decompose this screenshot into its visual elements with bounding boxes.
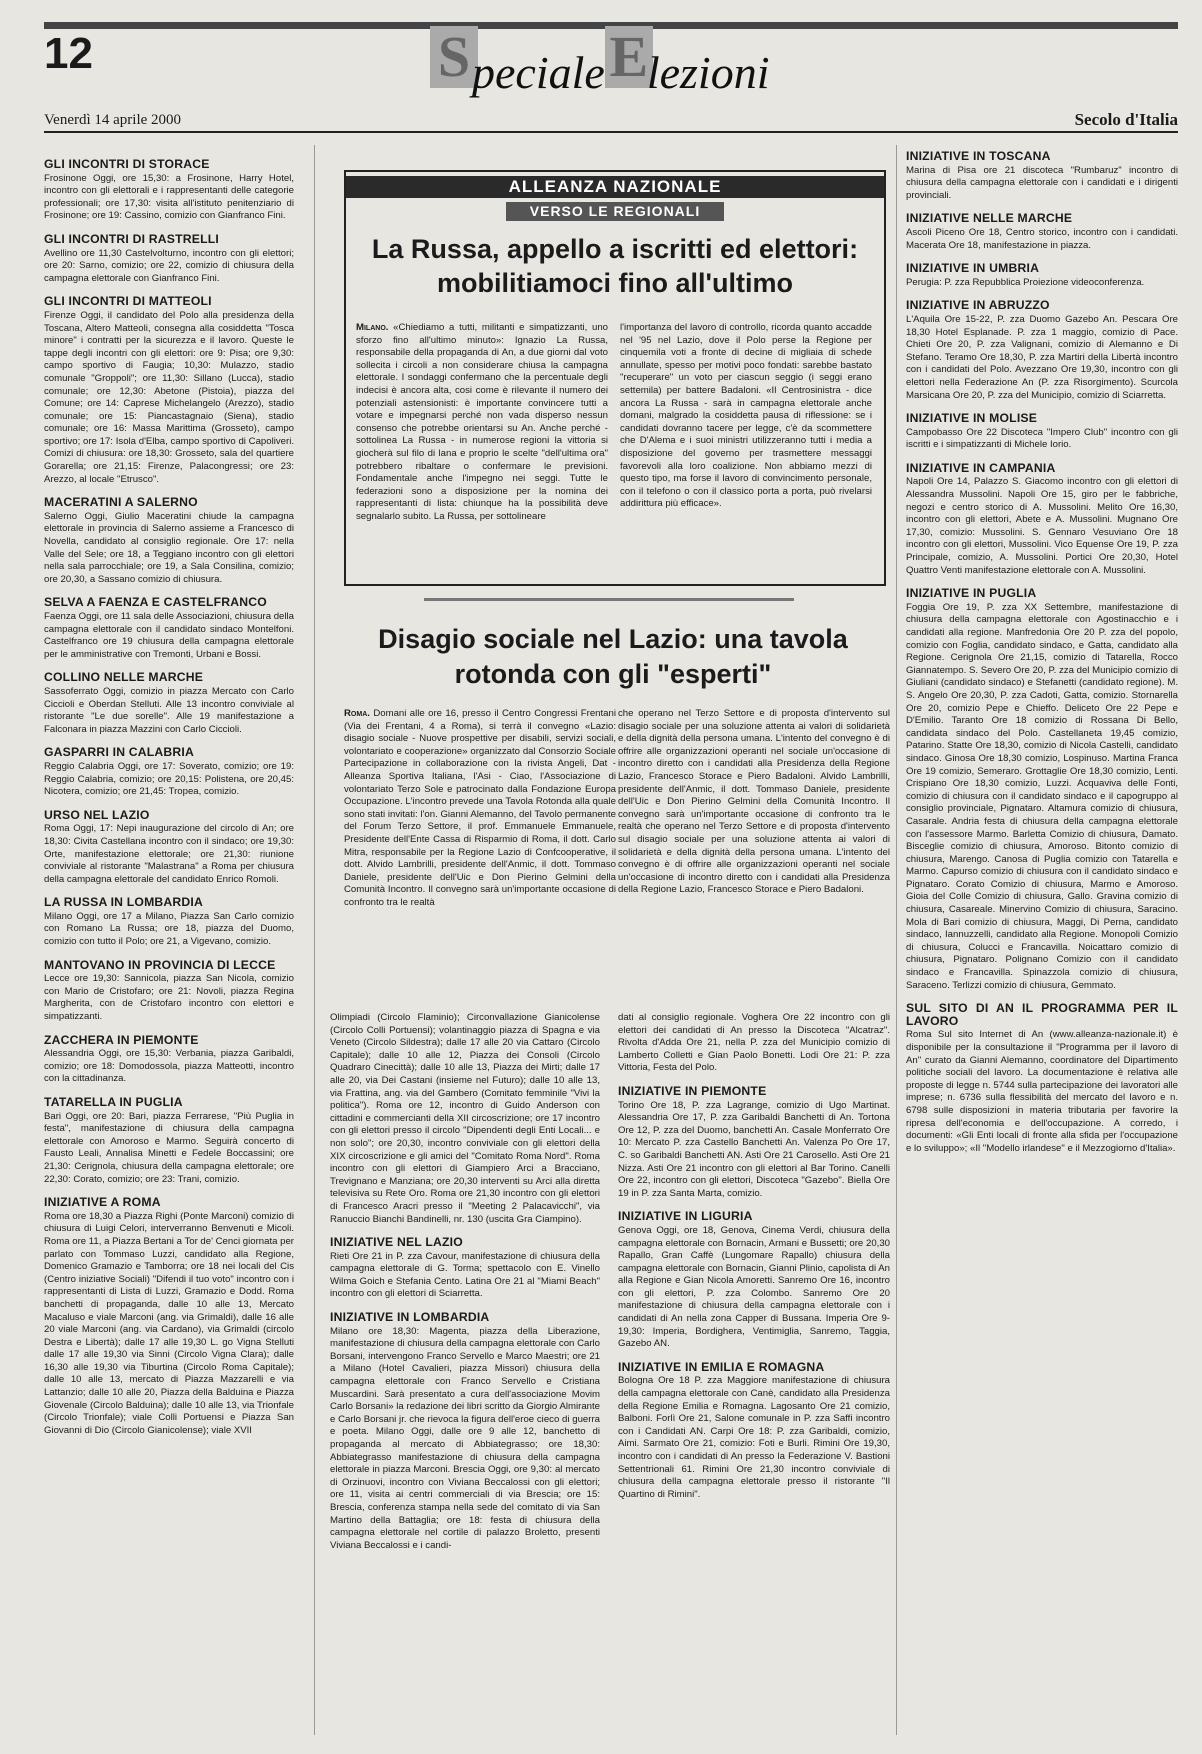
section-heading: INIZIATIVE IN EMILIA E ROMAGNA xyxy=(618,1359,825,1374)
section-text: dati al consiglio regionale. Voghera Ore 22 incontro con gli elettori dei candidati di An presso la Discoteca "Alcatraz". Rivolta d'Adda Ore 21, nella P. zza del Municipio comizio di Lamberto Colletti e Gian Paolo Bonetti. Lodi Ore 21: P. zza Vittoria, Festa del Polo. xyxy=(618,1012,890,1074)
section-heading: INIZIATIVE IN ABRUZZO xyxy=(906,298,1050,313)
section-text: Sassoferrato Oggi, comizio in piazza Mercato con Carlo Ciccioli e Oberdan Stelluti. Alle 13 incontro conviviale al ristorante "Le due sorelle". Alle 19 manifestazione a Falconara in piazza Mazzini con Carlo Ciccioli. xyxy=(44,685,294,735)
section-heading: INIZIATIVE A ROMA xyxy=(44,1195,161,1210)
section-heading: SUL SITO DI AN IL PROGRAMMA PER IL LAVORO xyxy=(906,1001,1178,1028)
section-text: Alessandria Oggi, ore 15,30: Verbania, piazza Garibaldi, comizio; ore 18: Domodossola, piazza Matteotti, incontro con la cittadinanza. xyxy=(44,1048,294,1085)
section-heading: GLI INCONTRI DI RASTRELLI xyxy=(44,231,219,246)
banner-regionali: VERSO LE REGIONALI xyxy=(506,202,724,221)
section-text: Genova Oggi, ore 18, Genova, Cinema Verdi, chiusura della campagna elettorale con Bornacin, Armani e Bussetti; ore 20,30 Rapallo, Gran Caffè (Lungomare Rapallo) chiusura della campagna elettorale con Bornacin, Gianni Plinio, capolista di An alla Regione e Gian Nicola Amoretti. Sanremo Ore 16, incontro con gli elettori, P. zza Colombo. Sanremo Ore 20 manifestazione di chiusura della campagna elettorale con i candidati di An nella zona Capper di Bussana. Imperia Ore 9-19,30: Imperia, Bordighera, Ventimiglia, Sanremo, Taggia, Gazebo AN. xyxy=(618,1224,890,1350)
masthead-initial-e: E xyxy=(605,26,653,88)
section-masthead: SpecialeElezioni xyxy=(430,26,800,116)
section-text: Reggio Calabria Oggi, ore 17: Soverato, comizio; ore 19: Reggio Calabria, comizio; ore 20,15: Polistena, ore 20,45: Nicotera, comizio; ore 21,45: Tropea, comizio. xyxy=(44,760,294,798)
section-heading: INIZIATIVE IN PIEMONTE xyxy=(618,1083,767,1098)
section-text: Avellino ore 11,30 Castelvolturno, incontro con gli elettori; ore 20: Sarno, comizio; ore 22, comizio di chiusura della campagna elettorale con Gianfranco Fini. xyxy=(44,247,294,284)
section-text: Lecce ore 19,30: Sannicola, piazza San Nicola, comizio con Mario de Cristofaro; ore 21: Novoli, piazza Regina Margherita, con de Cristofaro incontro con elettori e simpatizzanti. xyxy=(44,973,294,1023)
section-heading: INIZIATIVE IN UMBRIA xyxy=(906,261,1040,276)
column-divider xyxy=(314,145,315,1735)
section-heading: INIZIATIVE NEL LAZIO xyxy=(330,1235,463,1250)
section-heading: INIZIATIVE IN PUGLIA xyxy=(906,586,1037,601)
section-text: Marina di Pisa ore 21 discoteca "Rumbaruz" incontro di chiusura della campagna elettorale con i candidati e i dirigenti provinciali. xyxy=(906,164,1178,201)
section-text: Foggia Ore 19, P. zza XX Settembre, manifestazione di chiusura della campagna elettorale con Agostinacchio e i candidati alla regione. Manfredonia Ore 20 P. zza del popolo, comizio con Foglia, candidato sindaco, e Gatta, candidato alla Regione. Cerignola Ore 21,15, comizio di Tatarella, Rocco Giannatempo. S. Severo Ore 20, P. zza del Municipio comizio di Giuliani (candidato sindaco) e Stefanetti (candidato regione). M. S. Angelo Ore 20,30, P. zza Cadoti, Gatta, comizio. Stornarella Ore 20, comizio Pepe e Chieffo. Deliceto Ore 22 Pepe e D'Emilio. Taranto Ore 18 comizio di Rossana Di Bello, candidata sindaco del Polo. Castellaneta 19,45 comizio, Patarino. Statte Ore 18,30, comizio di Nicola Castelli, candidato sindaco. Ginosa Ore 18,30 comizio, Lospinuso. Martina Franca Ore 19 comizio, Semeraro. Grottaglie Ore 18,30 comizio, Lenti. Crispiano Ore 18,30 comizio, Luzzi. Acquaviva delle Fonti, comizio di chiusura con il candidato sindaco e il capogruppo al consiglio provinciale, Pignataro. Altamura comizio di chiusura, Casarale. Andria festa di chiusura della campagna elettorale con l'assessore Marmo. Barletta Comizio di chiusura, Damato. Bisceglie comizio di chiusura, Amoroso. Bitonto comizio di chiusura, Marengo. Canosa di Puglia comizio con Tatarella e Marmo. Capurso comizio di chiusura con il candidato sindaco e Pignataro. Corato Comizio di chiusura, Marmo e Amoroso. Gioia del Colle Comizio di chiusura, Gallo. Gravina comizio di chiusura, Casareale. Minervino Comizio di chiusura, Saracino. Mola di Bari comizio di chiusura, Maggi, Di Perna, candidato sindaco, Iannuzzelli, candidato alla Regione. Monopoli Comizio di chiusura, Colucci e Francavilla. Noicattaro comizio di chiusura, Pignataro. Polignano Comizio con il candidato sindaco e Francavilla. Spinazzola comizio di chiusura, Saraceno. Terlizzi comizio di chiusura, Gemmato. xyxy=(906,601,1178,991)
section-heading: TATARELLA IN PUGLIA xyxy=(44,1095,183,1109)
section-heading: INIZIATIVE IN MOLISE xyxy=(906,411,1038,426)
section-text: Olimpiadi (Circolo Flaminio); Circonvallazione Gianicolense (Circolo Colli Portuensi); volantinaggio piazza di Spagna e via Veneto (Circolo Sildestra); dalle 17 alle 20 via Cattaro (Circolo Capitale); dalle 10 alle 12, Piazza dei Consoli (Circolo Quadraro Cinecittà); dalle 10 alle 13, Piazza dei Mirti; dalle 17 alle 20, via Dei Castani (insieme nel Futuro); dalle 10 alle 13, via Frattina, ang. via del Gambero (Comitato femminile "Vivi la politica"). Roma ore 12, incontro di Guido Anderson con cittadini e commercianti della XII circoscrizione; ore 17 incontro con gli elettori presso il circolo "Dipendenti degli Enti Locali... e non solo"; ore 20,30, incontro conviviale con gli elettori della XIX circoscrizione e gli amici del "Comitato Roma Nord". Roma incontro con gli elettori di Giampiero Arci a Bracciano, Trevignano e Manziana; ore 20,30 interventi su Arci alla diretta televisiva su Rete Oro. Roma ore 21,30 incontro con gli elettori di Francesco Aracri presso il "Meeting 2 Palacavicchi", via Ranuccio Bianchi Bandinelli, nr. 130 (uscita Gra Ciampino). xyxy=(330,1012,600,1225)
section-text: Campobasso Ore 22 Discoteca "Impero Club" incontro con gli iscritti e i simpatizzanti di Michele Iorio. xyxy=(906,426,1178,451)
story-divider xyxy=(424,598,794,601)
right-column xyxy=(906,150,1178,1155)
banner-alleanza: ALLEANZA NAZIONALE xyxy=(346,176,884,198)
section-text: Roma Oggi, 17: Nepi inaugurazione del circolo di An; ore 18,30: Civita Castellana incontro con il sindaco; ore 19,30: Orte, manifestazione elettorale; ore 21,30: riunione conviviale al ristorante "Malastrana" a Roma per chiusura della campagna elettorale del candidato Enrico Romoli. xyxy=(44,823,294,885)
column-divider xyxy=(896,145,897,1735)
section-text: Bari Oggi, ore 20: Bari, piazza Ferrarese, "Più Puglia in festa", manifestazione di chiusura della campagna elettorale con Amoroso e Marmo. Seguirà concerto di Fausto Leali, Annalisa Minetti e Fedele Boccassini; ore 21,30: Cerignola, chiusura della campagna elettorale; ore 22,30: Corato, comizio; ore 23: Trani, comizio. xyxy=(44,1110,294,1185)
section-text: L'Aquila Ore 15-22, P. zza Duomo Gazebo An. Pescara Ore 18,30 Hotel Esplanade. P. zza 1 maggio, comizio di Pace. Chieti Ore 20, P. zza Valignani, comizio di Alemanno e Di Stefano. Teramo Ore 18,30, P. zza Martiri della Libertà incontro con i candidati del Polo. Avezzano Ore 19,30, incontro con gli elettori nella Federazione An (P. zza Risorgimento). Scurcola Marsicana Ore 20, P. zza del Municipio, comizio di Sciarretta. xyxy=(906,313,1178,401)
section-heading: MANTOVANO IN PROVINCIA DI LECCE xyxy=(44,957,276,972)
headline-la-russa: La Russa, appello a iscritti ed elettori: mobilitiamoci fino all'ultimo xyxy=(371,234,859,298)
section-heading: COLLINO NELLE MARCHE xyxy=(44,670,204,685)
section-heading: GLI INCONTRI DI MATTEOLI xyxy=(44,294,212,309)
section-heading: INIZIATIVE NELLE MARCHE xyxy=(906,211,1073,226)
section-text: Roma Sul sito Internet di An (www.alleanza-nazionale.it) è disponibile per la consultazione il "Programma per il lavoro di An" curato da Gianni Alemanno, coordinatore del Dipartimento politiche sociali del lavoro. La documentazione è relativa alle proposte di legge n. 5744 sulla partecipazione dei lavoratori alle imprese; n. 6736 sulla flessibilità del mercato del lavoro e n. 6798 sulle disposizioni in materia tributaria per favorire la ripresa dell'economia e dell'occupazione. A corredo, i documenti: «Gli Enti locali di fronte alla sfida per l'occupazione e lo sviluppo»; «Il "Modello irlandese" e il Mezzogiorno d'Italia». xyxy=(906,1029,1178,1154)
section-text: Napoli Ore 14, Palazzo S. Giacomo incontro con gli elettori di Alessandra Mussolini. Napoli Ore 15, giro per le fabbriche, negozi e centro storico di A. Mussolini. Melito Ore 16,30, incontro con gli elettori, Abete e A. Mussolini. Mugnano Ore 17,30, comizio: Mussolini. S. Gennaro Vesuviano Ore 18 incontro con gli elettori, Mussolini. Vico Equense Ore 19, P. zza Principale, comizio, A. Mussolini. Portici Ore 20,30, Hotel Quattro Venti manifestazione elettorale con A. Mussolini. xyxy=(906,476,1178,576)
section-heading: MACERATINI A SALERNO xyxy=(44,495,198,510)
section-heading: GLI INCONTRI DI STORACE xyxy=(44,157,210,171)
middle-column-1 xyxy=(330,1012,600,1552)
section-text: Milano Oggi, ore 17 a Milano, Piazza San Carlo comizio con Romano La Russa; ore 18, piazza del Duomo, comizio con tutto il Polo; ore 21, a Vigevano, comizio. xyxy=(44,910,294,948)
section-text: Rieti Ore 21 in P. zza Cavour, manifestazione di chiusura della campagna elettorale di G. Torma; spettacolo con E. Vinello Wilma Goich e Stefania Cento. Latina Ore 21 al "Miami Beach" incontro con gli elettori di Sciarretta. xyxy=(330,1250,600,1300)
section-text: Milano ore 18,30: Magenta, piazza della Liberazione, manifestazione di chiusura della campagna elettorale con Carlo Borsani, intervengono Franco Servello e Marco Maestri; ore 21 a Milano (Hotel Cavalieri, piazza Missori) chiusura della campagna elettorale con Franco Servello e Cristiana Muscardini. Sarà presentato a cura dell'associazione Movim Carlo Borsani» la redazione dei libri scritto da Giorgio Almirante e Carlo Borsani jr. che rievoca la figura dell'eroe cieco di guerra e poeta. Milano Oggi, dalle ore 9 alle 12, banchetto di propaganda al mercato di Abbiategrasso; ore 18,30: Abbiategrasso manifestazione di chiusura della campagna elettorale in piazza Marconi. Brescia Oggi, ore 9,30: al mercato di Orzinuovi, incontro con Viviana Beccalossi con gli elettori; ore 11, visita ai centri commerciali di via Brescia; ore 15: Brescia, conferenza stampa nella sede del comitato di via San Martino della Battaglia; ore 18: festa di chiusura della campagna elettorale nel cortile di palazzo Broletto, presenti Viviana Beccalossi e i candi- xyxy=(330,1325,600,1551)
masthead-initial-s: S xyxy=(430,26,478,88)
left-column xyxy=(44,158,294,1437)
section-heading: INIZIATIVE IN CAMPANIA xyxy=(906,460,1056,475)
section-text: Perugia: P. zza Repubblica Proiezione videoconferenza. xyxy=(906,276,1145,288)
article-disagio-col1: Roma. Domani alle ore 16, presso il Centro Congressi Frentani (Via dei Frentani, 4 a Roma), si terrà il convegno «Lazio: disagio sociale - Nuove prospettive per disabili, servizi sociali, volontariato e cooperazione» organizzato dal Consorzio Sociale Partecipazione in collaborazione con la rivista Angeli, Dat - Alleanza Sportiva Italiana, l'Asi - Ciao, l'Associazione di volontariato Terzo Sole e patrocinato dalla Fondazione Europa Occupazione. L'incontro prevede una Tavola Rotonda alla quale sono stati invitati: l'on. Gianni Alemanno, del Tavolo permanente del Forum Terzo Settore, il prof. Emmanuele Emmanuele, Presidente dell'Ente Cassa di Risparmio di Roma, il dott. Carlo Mitra, responsabile per la Regione Lazio di Confcooperative, il dott. Alvido Lambrilli, presidente dell'Anmic, il dott. Tommaso Daniele, presidente dell'Uic e Don Pierino Gelmini della Comunità Incontro. Il convegno sarà un'importante occasione di confronto tra le realtà xyxy=(344,708,616,908)
section-text: Firenze Oggi, il candidato del Polo alla presidenza della Toscana, Altero Matteoli, consegna alla cosiddetta "Tosca minore" i contratti per la sicurezza e il lavoro. Queste le tappe degli incontri con gli elettori: ore 9: Pisa; ore 9,30: campo sportivo di Faugia; 10,30: Mulazzo, stadio comunale "Groppoli"; ore 11,30: Sillano (Lucca), stadio comunale; ore 12,30: Abetone (Pistoia), piazza del Comune; ore 14: Caprese Michelangelo (Arezzo), stadio comunale; ore 15: Piancastagnaio (Siena), stadio comunale; ore 16: Massa Marittima (Grosseto), campo sportivo; ore 17: Isola d'Elba, campo sportivo di Capoliveri. Comizi di chiusura: ore 18,30: Grosseto, sala del quartiere Gorarella; ore 21,15: Firenze, Palacongressi; ore 23: Arezzo, al locale "Etrusco". xyxy=(44,309,294,485)
dateline: Venerdì 14 aprile 2000 xyxy=(44,112,182,128)
article-la-russa-col2: l'importanza del lavoro di controllo, ricorda quanto accadde nel '95 nel Lazio, dove il Polo perse la Regione per cinquemila voti a fronte di decine di migliaia di schede annullate, spesso per motivi poco fondati: sarebbe bastato "recuperare" un voto per ciascun seggio (i seggi erano settemila) per battere Badaloni. «Il Centrosinistra - dice ancora La Russa - sarà in campagna elettorale anche domani, malgrado la cosiddetta pausa di riflessione: se i candidati dovranno tacere per legge, c'è da scommettere che D'Alema e i suoi ministri utilizzeranno tutti i media a disposizione del governo per trasmettere messaggi favorevoli alla loro coalizione. Non abbiamo mezzi di questo tipo, ma forse il lavoro di convincimento personale, con il telefono o con il classico porta a porta, può rivelarsi addirittura più efficace». xyxy=(620,322,872,510)
section-text: Bologna Ore 18 P. zza Maggiore manifestazione di chiusura della campagna elettorale con Canè, candidato alla Presidenza della Regione Emilia e Romagna. Lagosanto Ore 21 comizio, Balboni. Forlì Ore 21, Salone comunale in P. zza Saffi incontro con i Candidati AN. Carpi Ore 18: P. zza Garibaldi, comizio, Aimi. Sarmato Ore 21, comizio: Foti e Burli. Rimini Ore 19,30, incontro con i candidati di An presso la Federazione V. Bastioni Settentrionali 61. Rimini Ore 21,30 incontro conviviale di chiusura della campagna elettorale presso il ristorante "Il Quartino di Rimini". xyxy=(618,1375,890,1500)
section-heading: URSO NEL LAZIO xyxy=(44,807,150,822)
section-text: Ascoli Piceno Ore 18, Centro storico, incontro con i candidati. Macerata Ore 18, manifestazione in piazza. xyxy=(906,226,1178,251)
section-heading: ZACCHERA IN PIEMONTE xyxy=(44,1032,199,1047)
newspaper-name: Secolo d'Italia xyxy=(1074,110,1178,129)
section-heading: SELVA A FAENZA E CASTELFRANCO xyxy=(44,595,267,610)
alleanza-box xyxy=(344,170,886,586)
header-rule xyxy=(44,131,1178,133)
section-heading: INIZIATIVE IN LIGURIA xyxy=(618,1209,753,1224)
section-text: Salerno Oggi, Giulio Maceratini chiude la campagna elettorale in provincia di Salerno assieme a Francesco di Novella, candidato al consiglio regionale. Ore 17: nella Valle del Sele; ore 18, a Teggiano incontro con gli elettori nella sala parrocchiale; ore 19, a Sala Consilina, comizio; ore 20,30, a Sassano comizio di chiusura. xyxy=(44,510,294,585)
article-disagio-col2: che operano nel Terzo Settore e di proposta d'intervento sul disagio sociale per una soluzione attenta ai valori di solidarietà e della dignità della persona umana. L'intento del convegno è di offrire alle organizzazioni operanti nel sociale un'occasione di incontro diretto con i candidati alla Presidenza della Regione Lazio, Francesco Storace e Piero Badaloni. Alvido Lambrilli, presidente dell'Anmic, il dott. Tommaso Daniele, presidente dell'Uic e Don Pierino Gelmini della Comunità Incontro. Il convegno sarà un'importante occasione di confronto tra le realtà che operano nel Terzo Settore e di proposta d'intervento sul disagio sociale per una soluzione attenta ai valori di solidarietà e della dignità della persona umana. L'intento del convegno è di offrire alle organizzazioni operanti nel sociale un'occasione di incontro diretto con i candidati alla Presidenza della Regione Lazio, Francesco Storace e Piero Badaloni. xyxy=(618,708,890,896)
section-heading: GASPARRI IN CALABRIA xyxy=(44,745,195,760)
section-text: Roma ore 18,30 a Piazza Righi (Ponte Marconi) comizio di chiusura di Luigi Celori, interverranno Benvenuti e Micoli. Roma ore 11, a Piazza Bertani a Tor de' Cenci giornata per parlato con Tommaso Luzzi, candidato alla Regione, Domenico Gramazio e Tamborra; ore 18 nei locali del Cis (Centro iniziative Sociali) "Difendi il tuo voto" incontro con i rappresentanti di Lista di Luzzi, Gramazio e Dodd. Roma banchetti di propaganda, dalle 10 alle 13, Mercato Macaluso e viale Marconi (ang. via Grimaldi), dalle 16 alle 20 viale Marconi (ang. via Cardano), via Grimaldi (circolo Destra e Libertà); dalle 17 alle 19,30 L. go Vigna Stelluti dalle 17 alle 19,30 via Sinni (Circolo Vigna Clara); dalle 16,30 alle 19,30 via Tiburtina (Circolo Roma Capitale); dalle 10 alle 13, mercato di Piazza Mazzarelli e via Lattanzio; dalle 10 alle 20, Piazza della Balduina e Piazza Giovenale (Circolo Balduina); dalle 10 alle 13, via Trionfale (Circolo Trionfale); viale Colli Portuensi e Piazza San Giovanni di Dio (Circolo Gianicolense); viale XVII xyxy=(44,1210,294,1436)
section-text: Faenza Oggi, ore 11 sala delle Associazioni, chiusura della campagna elettorale con il candidato sindaco Montelfoni. Castelfranco ore 19 chiusura della campagna elettorale per le amministrative con Tremonti, Urbani e Bossi. xyxy=(44,611,294,660)
section-heading: LA RUSSA IN LOMBARDIA xyxy=(44,895,204,910)
headline-disagio-sociale: Disagio sociale nel Lazio: una tavola rotonda con gli "esperti" xyxy=(378,624,848,689)
section-heading: INIZIATIVE IN TOSCANA xyxy=(906,149,1051,163)
article-la-russa-col1: Milano. «Chiediamo a tutti, militanti e simpatizzanti, uno sforzo fino all'ultimo minuto»: Ignazio La Russa, responsabile della propaganda di An, a due giorni dal voto sollecita i circoli a non considerare chiusa la campagna elettorale. I sondaggi confermano che la percentuale degli indecisi è ancora alta, cosi come è rilevante il numero dei potenziali astensionisti: è importante convincere tutti a votare e impegnarsi perché non vada disperso nessun consenso che potrebbe orientarsi su An. Anche perché - sottolinea La Russa - in numerose regioni la vittoria si giocherà sul filo di lana e proprio le scelte "dell'ultima ora" potrebbero ribaltare o confermare le previsioni. Fondamentale anche l'impegno nei seggi. Tutte le federazioni sono a disposizione per la nomina dei rappresentanti di lista: chiunque ha la possibilità deve segnalarlo subito. La Russa, per sottolineare xyxy=(356,322,608,522)
page-number: 12 xyxy=(44,29,93,78)
section-text: Frosinone Oggi, ore 15,30: a Frosinone, Harry Hotel, incontro con gli elettorali e i rappresentanti delle categorie professionali; ore 17,30: visita all'istituto penitenziario di Frosinone; ore 19: Cassino, comizio con Gianfranco Fini. xyxy=(44,172,294,222)
section-text: Torino Ore 18, P. zza Lagrange, comizio di Ugo Martinat. Alessandria Ore 17, P. zza Garibaldi Banchetti di An. Tortona Ore 12, P. zza del Duomo, banchetti An. Casale Monferrato Ore 10: Mercato P. zza Castello Banchetti An. Valenza Po Ore 17, C. so Garibaldi Banchetti AN. Asti Ore 21 Carosello. Asti Ore 21 Nizza. Asti Ore 21 incontro con gli elettori al Bar Torino. Canelli Ore 22, incontro con gli elettori, Discoteca "Gazebo". Biella Ore 19 in P. zza Santa Marta, comizio. xyxy=(618,1099,890,1199)
section-heading: INIZIATIVE IN LOMBARDIA xyxy=(330,1310,490,1325)
middle-column-2 xyxy=(618,1012,890,1501)
